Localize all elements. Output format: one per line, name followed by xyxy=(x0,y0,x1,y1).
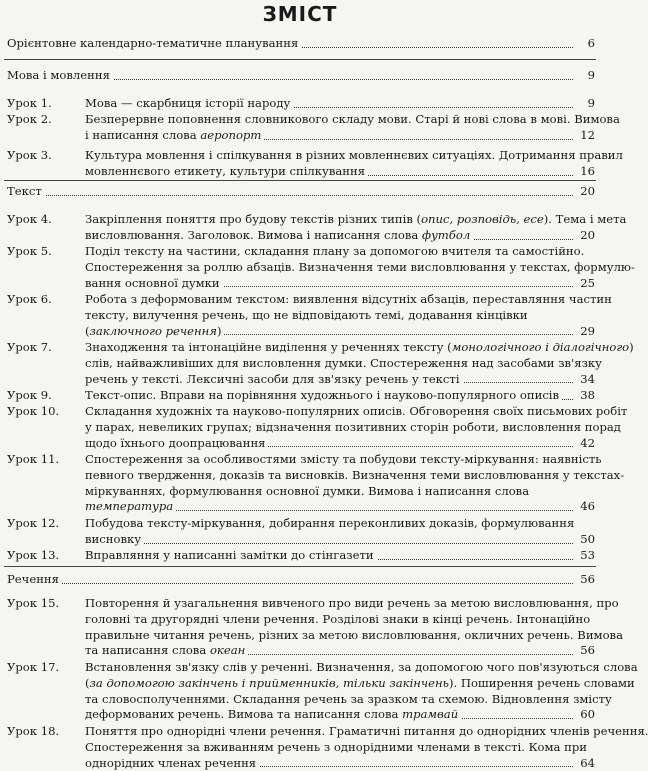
toc-entry xyxy=(7,148,623,180)
toc-entry-text-line: Спостереження за вживанням речень з однорідними членами в тексті. Кома при xyxy=(85,739,588,754)
toc-entry-text-line: тексту, вилучення речень, що не відповідають темі, додавання кінцівки xyxy=(85,307,528,322)
toc-lesson-number: Урок 9. xyxy=(7,388,52,402)
toc-entry-text-line: правильне читання речень, різних за метою висловлювання, окличних речень. Вимова xyxy=(85,627,623,642)
toc-entry-text-line: Текст xyxy=(7,184,573,200)
toc-entry-text-line: Встановлення зв'язку слів у реченні. Визначення, за допомогою чого пов'язуються слова xyxy=(85,660,638,674)
toc-lesson-number: Урок 4. xyxy=(7,212,52,226)
toc-page-number: 38 xyxy=(580,388,595,402)
toc-lesson-number: Урок 6. xyxy=(7,292,52,306)
toc-entry xyxy=(7,548,595,564)
toc-entry-text-line: Побудова тексту-міркування, добирання переконливих доказів, формулювання xyxy=(85,516,575,530)
toc-page-number: 34 xyxy=(580,371,595,386)
toc-entry-text-line: Речення xyxy=(7,572,573,588)
toc-entry-text-line: слів, найважливіших для висловлення думки. Спостереження над засобами зв'язку xyxy=(85,355,602,370)
toc-page-number: 9 xyxy=(587,68,595,82)
toc-entry-text-line: Знаходження та інтонаційне виділення у реченнях тексту (монологічного і діалогічного) xyxy=(85,340,634,354)
toc-entry xyxy=(7,404,628,451)
toc-lesson-number: Урок 12. xyxy=(7,516,60,530)
toc-entry-text-line: (заключного речення) xyxy=(85,324,573,340)
toc-section-heading xyxy=(7,572,595,588)
section-divider xyxy=(4,180,596,181)
toc-section-heading xyxy=(7,68,595,84)
toc-page-number: 60 xyxy=(580,707,595,722)
toc-page-number: 56 xyxy=(580,643,595,658)
toc-entry-text-line: висловлювання. Заголовок. Вимова і написання слова футбол xyxy=(85,228,573,244)
toc-lesson-number: Урок 3. xyxy=(7,148,52,162)
toc-page-number: 42 xyxy=(580,435,595,450)
toc-entry-text-line: Поділ тексту на частини, складання плану за допомогою вчителя та самостійно. xyxy=(85,244,585,258)
section-divider xyxy=(4,59,596,60)
toc-page-number: 50 xyxy=(580,531,595,546)
toc-entry xyxy=(7,596,623,659)
toc-entry-text-line: і написання слова аеропорт xyxy=(85,128,573,144)
toc-lesson-number: Урок 11. xyxy=(7,452,60,466)
toc-entry-text-line: Культура мовлення і спілкування в різних мовленнєвих ситуаціях. Дотримання правил xyxy=(85,148,623,162)
toc-entry-text-line: певного твердження, доказів та висновків. Визначення теми висловлювання у текстах- xyxy=(85,467,625,482)
toc-lesson-number: Урок 13. xyxy=(7,548,60,562)
toc-entry xyxy=(7,292,612,339)
toc-entry-text-line: однорідних членах речення xyxy=(85,756,573,771)
toc-entry-text-line: головні та другорядні члени речення. Розділові знаки в кінці речень. Інтонаційно xyxy=(85,611,591,626)
toc-lesson-number: Урок 1. xyxy=(7,96,52,110)
toc-entry xyxy=(7,212,627,244)
toc-entry xyxy=(7,96,595,112)
toc-entry xyxy=(7,112,620,144)
toc-entry-text-line: (за допомогою закінчень і прийменників, тільки закінчень). Поширення речень словами xyxy=(85,675,635,690)
toc-entry-text-line: речень у тексті. Лексичні засоби для зв'язку речень у тексті xyxy=(85,372,573,388)
toc-entry xyxy=(7,452,625,515)
toc-entry-text-line: висновку xyxy=(85,532,573,548)
toc-entry-text-line: Складання художніх та науково-популярних описів. Обговорення своїх письмових робіт xyxy=(85,404,628,418)
toc-entry xyxy=(7,340,634,387)
toc-entry-text-line: щодо їхнього доопрацювання xyxy=(85,436,573,452)
toc-entry xyxy=(7,244,635,291)
toc-entry-text-line: Мова — скарбниця історії народу xyxy=(85,96,573,112)
toc-page-number: 20 xyxy=(580,184,595,198)
toc-entry-text-line: та словосполученнями. Складання речень за зразком та схемою. Відновлення змісту xyxy=(85,691,612,706)
toc-entry xyxy=(7,36,595,52)
toc-entry-text-line: Повторення й узагальнення вивченого про види речень за метою висловлювання, про xyxy=(85,596,619,610)
toc-page-number: 64 xyxy=(580,755,595,770)
toc-lesson-number: Урок 2. xyxy=(7,112,52,126)
toc-entry-text-line: Робота з деформованим текстом: виявлення відсутніх абзаців, переставляння частин xyxy=(85,292,612,306)
toc-entry-text-line: Спостереження за особливостями змісту та побудови тексту-міркування: наявність xyxy=(85,452,602,466)
toc-page-number: 6 xyxy=(587,36,595,50)
toc-page-number: 20 xyxy=(580,227,595,242)
toc-entry-text-line: та написання слова океан xyxy=(85,643,573,659)
toc-lesson-number: Урок 5. xyxy=(7,244,52,258)
toc-entry-text-line: Орієнтовне календарно-тематичне планування xyxy=(7,36,573,52)
toc-entry-text-line: температура xyxy=(85,499,573,515)
toc-entry-text-line: Текст-опис. Вправи на порівняння художнього і науково-популярного описів xyxy=(85,388,573,404)
toc-entry-text-line: Поняття про однорідні члени речення. Граматичні питання до однорідних членів речення. xyxy=(85,724,648,738)
toc-page-number: 29 xyxy=(580,323,595,338)
toc-entry-text-line: Закріплення поняття про будову текстів різних типів (опис, розповідь, есе). Тема і мета xyxy=(85,212,627,226)
toc-page-number: 12 xyxy=(580,127,595,142)
toc-page-number: 53 xyxy=(580,548,595,562)
toc-page-number: 16 xyxy=(580,163,595,178)
toc-lesson-number: Урок 10. xyxy=(7,404,60,418)
page-title: ЗМІСТ xyxy=(262,2,338,26)
toc-lesson-number: Урок 17. xyxy=(7,660,60,674)
toc-entry-text-line: Вправляння у написанні замітки до стінгазети xyxy=(85,548,573,564)
toc-entry xyxy=(7,724,648,771)
toc-lesson-number: Урок 18. xyxy=(7,724,60,738)
toc-entry xyxy=(7,516,595,548)
toc-entry xyxy=(7,388,595,404)
toc-lesson-number: Урок 7. xyxy=(7,340,52,354)
toc-lesson-number: Урок 15. xyxy=(7,596,60,610)
toc-entry-text-line: міркуваннях, формулювання основної думки. Вимова і написання слова xyxy=(85,483,530,498)
toc-entry-text-line: деформованих речень. Вимова та написання слова трамвай xyxy=(85,707,573,723)
toc-entry xyxy=(7,660,638,723)
toc-entry-text-line: вання основної думки xyxy=(85,276,573,292)
toc-page-number: 56 xyxy=(580,572,595,586)
toc-entry-text-line: Безперервне поповнення словникового складу мови. Старі й нові слова в мові. Вимова xyxy=(85,112,620,126)
toc-page-number: 46 xyxy=(580,499,595,514)
toc-section-heading xyxy=(7,184,595,200)
toc-entry-text-line: Спостереження за роллю абзаців. Визначення теми висловлювання у текстах, формулю- xyxy=(85,259,635,274)
toc-entry-text-line: Мова і мовлення xyxy=(7,68,573,84)
toc-entry-text-line: мовленнєвого етикету, культури спілкування xyxy=(85,164,573,180)
section-divider xyxy=(4,566,596,567)
toc-entry-text-line: у парах, невеликих групах; відзначення позитивних сторін роботи, висловлення порад xyxy=(85,419,621,434)
toc-page-number: 9 xyxy=(587,96,595,110)
toc-page-number: 25 xyxy=(580,275,595,290)
